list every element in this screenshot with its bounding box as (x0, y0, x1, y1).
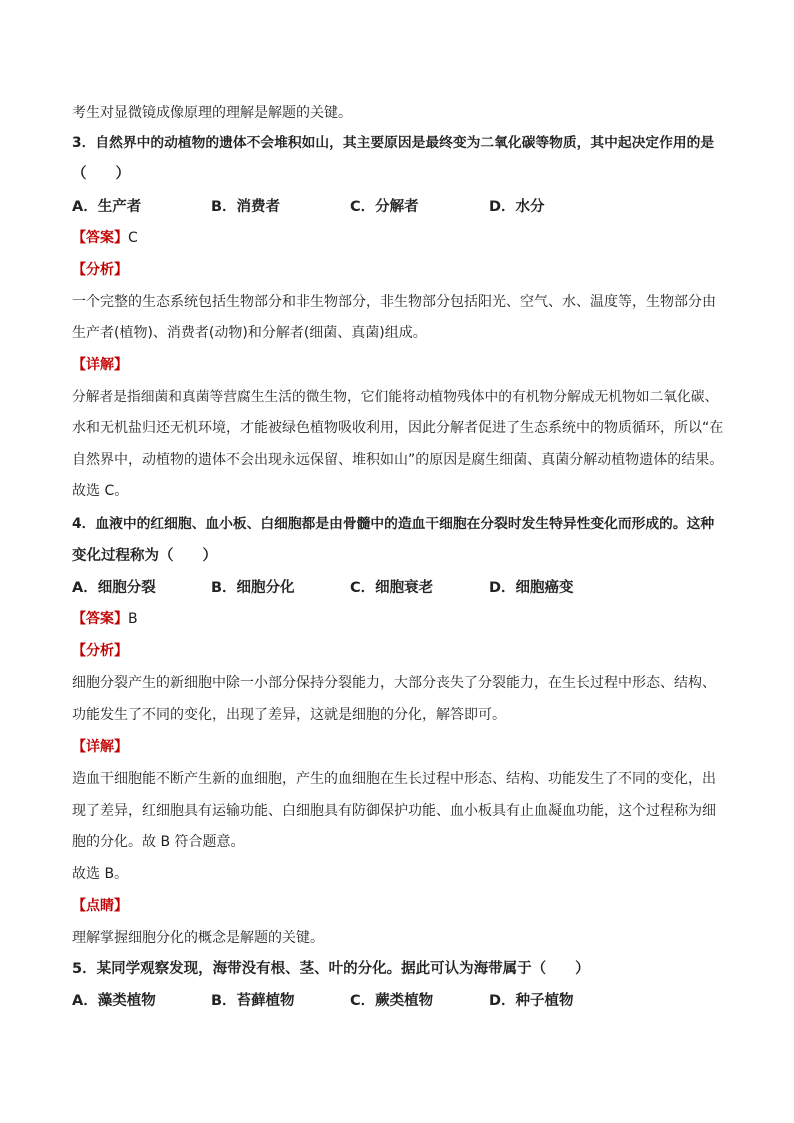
q5-stem-line1: 5．某同学观察发现，海带没有根、茎、叶的分化。据此可认为海带属于（ ） (72, 961, 590, 977)
q3-answer (72, 228, 138, 248)
q4-tip-text: 理解掌握细胞分化的概念是解题的关键。 (72, 930, 324, 946)
q4-options (72, 578, 628, 598)
q3-stem-line2: （ ） (72, 166, 130, 182)
q4-detail-line3: 胞的分化。故 B 符合题意。 (72, 834, 245, 850)
q4-answer-value: B (128, 611, 138, 627)
q5-option-a: A．藻类植物 (72, 993, 156, 1009)
q5-option-b: B．苔藓植物 (211, 993, 295, 1009)
q4-analysis-tag: 【分析】 (72, 643, 128, 659)
q3-detail-line1: 分解者是指细菌和真菌等营腐生生活的微生物，它们能将动植物残体中的有机物分解成无机物如二氧化碳、 (72, 389, 719, 405)
q4-answer-tag: 【答案】 (72, 611, 128, 627)
q4-option-b: B．细胞分化 (211, 580, 295, 596)
q4-detail-tag: 【详解】 (72, 739, 128, 755)
q5-options (72, 991, 628, 1011)
q3-detail-line3: 自然界中，动植物的遗体不会出现永远保留、堆积如山”的原因是腐生细菌、真菌分解动植物遗体的结果。 (72, 452, 724, 468)
q3-options (72, 197, 628, 217)
q3-detail-line2: 水和无机盐归还无机环境，才能被绿色植物吸收利用，因此分解者促进了生态系统中的物质循环，所以“在 (72, 420, 724, 436)
q4-detail-line1: 造血干细胞能不断产生新的血细胞，产生的血细胞在生长过程中形态、结构、功能发生了不同的变化，出 (72, 771, 716, 787)
q3-analysis-tag: 【分析】 (72, 262, 128, 278)
q4-tip-tag: 【点睛】 (72, 898, 128, 914)
q5-option-c: C．蕨类植物 (350, 993, 434, 1009)
q3-option-d: D．水分 (489, 199, 545, 215)
q4-stem-line1: 4．血液中的红细胞、血小板、白细胞都是由骨髓中的造血干细胞在分裂时发生特异性变化而形成的。这种 (72, 516, 715, 532)
q4-analysis-line1: 细胞分裂产生的新细胞中除一小部分保持分裂能力，大部分丧失了分裂能力，在生长过程中形态、结构、 (72, 675, 716, 691)
q3-analysis-line1: 一个完整的生态系统包括生物部分和非生物部分，非生物部分包括阳光、空气、水、温度等，生物部分由 (72, 294, 716, 310)
q3-analysis-line2: 生产者(植物)、消费者(动物)和分解者(细菌、真菌)组成。 (72, 325, 427, 341)
q4-answer (72, 609, 138, 629)
q4-detail-line4: 故选 B。 (72, 866, 129, 882)
q4-stem-line2: 变化过程称为（ ） (72, 548, 217, 564)
q3-detail-tag: 【详解】 (72, 357, 128, 373)
q4-option-c: C．细胞衰老 (350, 580, 434, 596)
q4-option-d: D．细胞癌变 (489, 580, 574, 596)
q3-stem-line1: 3．自然界中的动植物的遗体不会堆积如山，其主要原因是最终变为二氧化碳等物质，其中起决定作用的是 (72, 135, 715, 151)
q3-option-a: A．生产者 (72, 199, 142, 215)
q3-answer-value: C (128, 230, 138, 246)
q3-detail-line4: 故选 C。 (72, 483, 129, 499)
q3-option-c: C．分解者 (350, 199, 419, 215)
q3-option-b: B．消费者 (211, 199, 281, 215)
q5-option-d: D．种子植物 (489, 993, 574, 1009)
q3-answer-tag: 【答案】 (72, 230, 128, 246)
q4-option-a: A．细胞分裂 (72, 580, 156, 596)
q4-analysis-line2: 功能发生了不同的变化，出现了差异，这就是细胞的分化，解答即可。 (72, 707, 506, 723)
intro-tail-text: 考生对显微镜成像原理的理解是解题的关键。 (72, 105, 352, 121)
q4-detail-line2: 现了差异，红细胞具有运输功能、白细胞具有防御保护功能、血小板具有止血凝血功能，这个过程称为细 (72, 803, 716, 819)
